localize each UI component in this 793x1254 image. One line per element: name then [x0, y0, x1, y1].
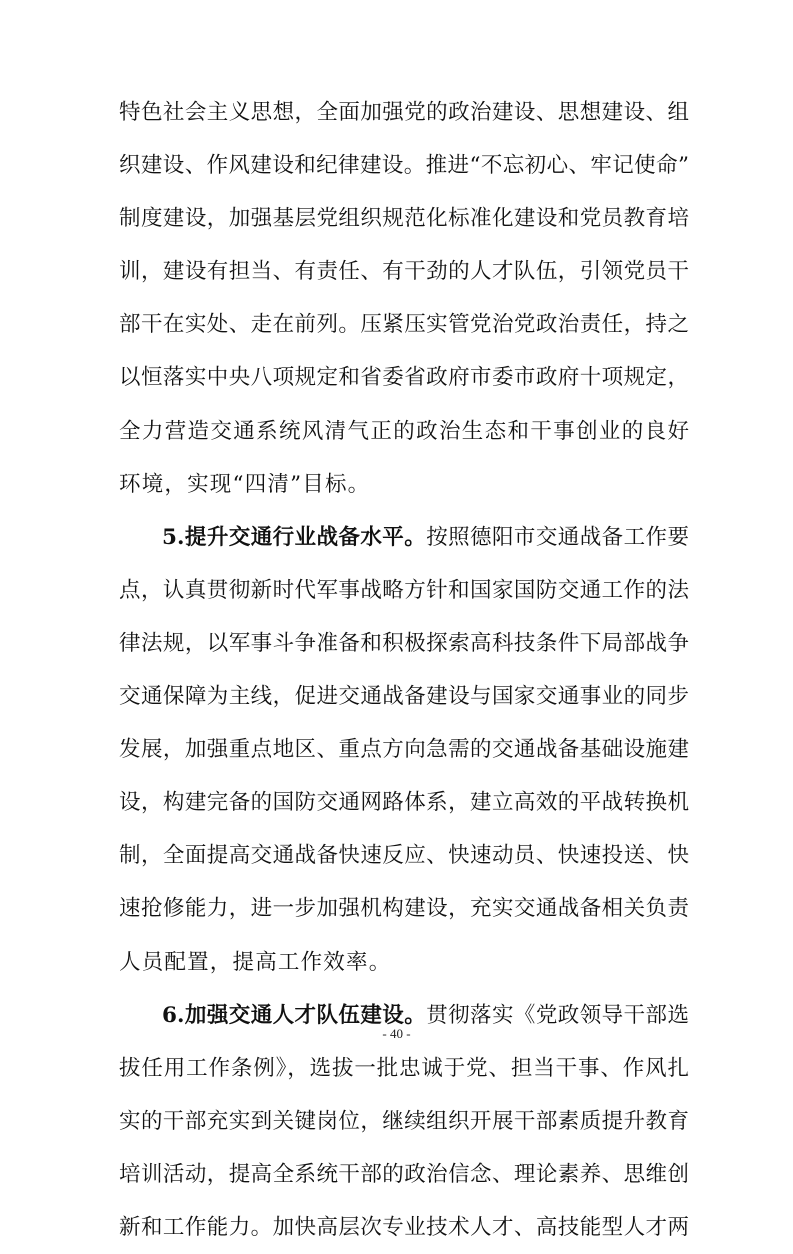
body-text — [119, 86, 689, 1254]
text-span: 贯彻落实《党政领导干部选 — [426, 1002, 689, 1028]
page-number: - 40 - — [382, 1026, 411, 1041]
text-line: 以恒落实中央八项规定和省委省政府市委市政府十项规定， — [119, 365, 689, 391]
text-line: 点，认真贯彻新时代军事战略方针和国家国防交通工作的法 — [119, 577, 689, 603]
section-heading-line — [119, 511, 689, 564]
text-line: 设，构建完备的国防交通网路体系，建立高效的平战转换机 — [119, 790, 689, 816]
section-heading: 6.加强交通人才队伍建设。 — [162, 1002, 427, 1028]
paragraph-section-5 — [119, 511, 689, 989]
text-line: 制度建设，加强基层党组织规范化标准化建设和党员教育培 — [119, 206, 689, 232]
text-line: 环境，实现“四清”目标。 — [119, 471, 371, 497]
text-line: 交通保障为主线，促进交通战备建设与国家交通事业的同步 — [119, 684, 689, 710]
text-line: 织建设、作风建设和纪律建设。推进“不忘初心、牢记使命” — [119, 153, 689, 179]
section-heading: 5.提升交通行业战备水平。 — [162, 524, 427, 550]
text-line: 新和工作能力。加快高层次专业技术人才、高技能型人才两 — [119, 1214, 689, 1240]
text-line: 拔任用工作条例》，选拔一批忠诚于党、担当干事、作风扎 — [119, 1055, 689, 1081]
text-line: 发展，加强重点地区、重点方向急需的交通战备基础设施建 — [119, 737, 689, 763]
text-line: 全力营造交通系统风清气正的政治生态和干事创业的良好 — [119, 418, 689, 444]
text-line: 律法规，以军事斗争准备和积极探索高科技条件下局部战争 — [119, 630, 689, 656]
text-line: 速抢修能力，进一步加强机构建设，充实交通战备相关负责 — [119, 896, 689, 922]
paragraph-1 — [119, 86, 689, 511]
text-line: 实的干部充实到关键岗位，继续组织开展干部素质提升教育 — [119, 1108, 689, 1134]
text-line: 人员配置，提高工作效率。 — [119, 949, 392, 975]
text-span: 按照德阳市交通战备工作要 — [426, 524, 689, 550]
text-line: 部干在实处、走在前列。压紧压实管党治党政治责任，持之 — [119, 312, 689, 338]
text-line: 制，全面提高交通战备快速反应、快速动员、快速投送、快 — [119, 843, 689, 869]
text-line: 训，建设有担当、有责任、有干劲的人才队伍，引领党员干 — [119, 259, 689, 285]
text-line: 培训活动，提高全系统干部的政治信念、理论素养、思维创 — [119, 1161, 689, 1187]
text-line: 特色社会主义思想，全面加强党的政治建设、思想建设、组 — [119, 100, 689, 125]
